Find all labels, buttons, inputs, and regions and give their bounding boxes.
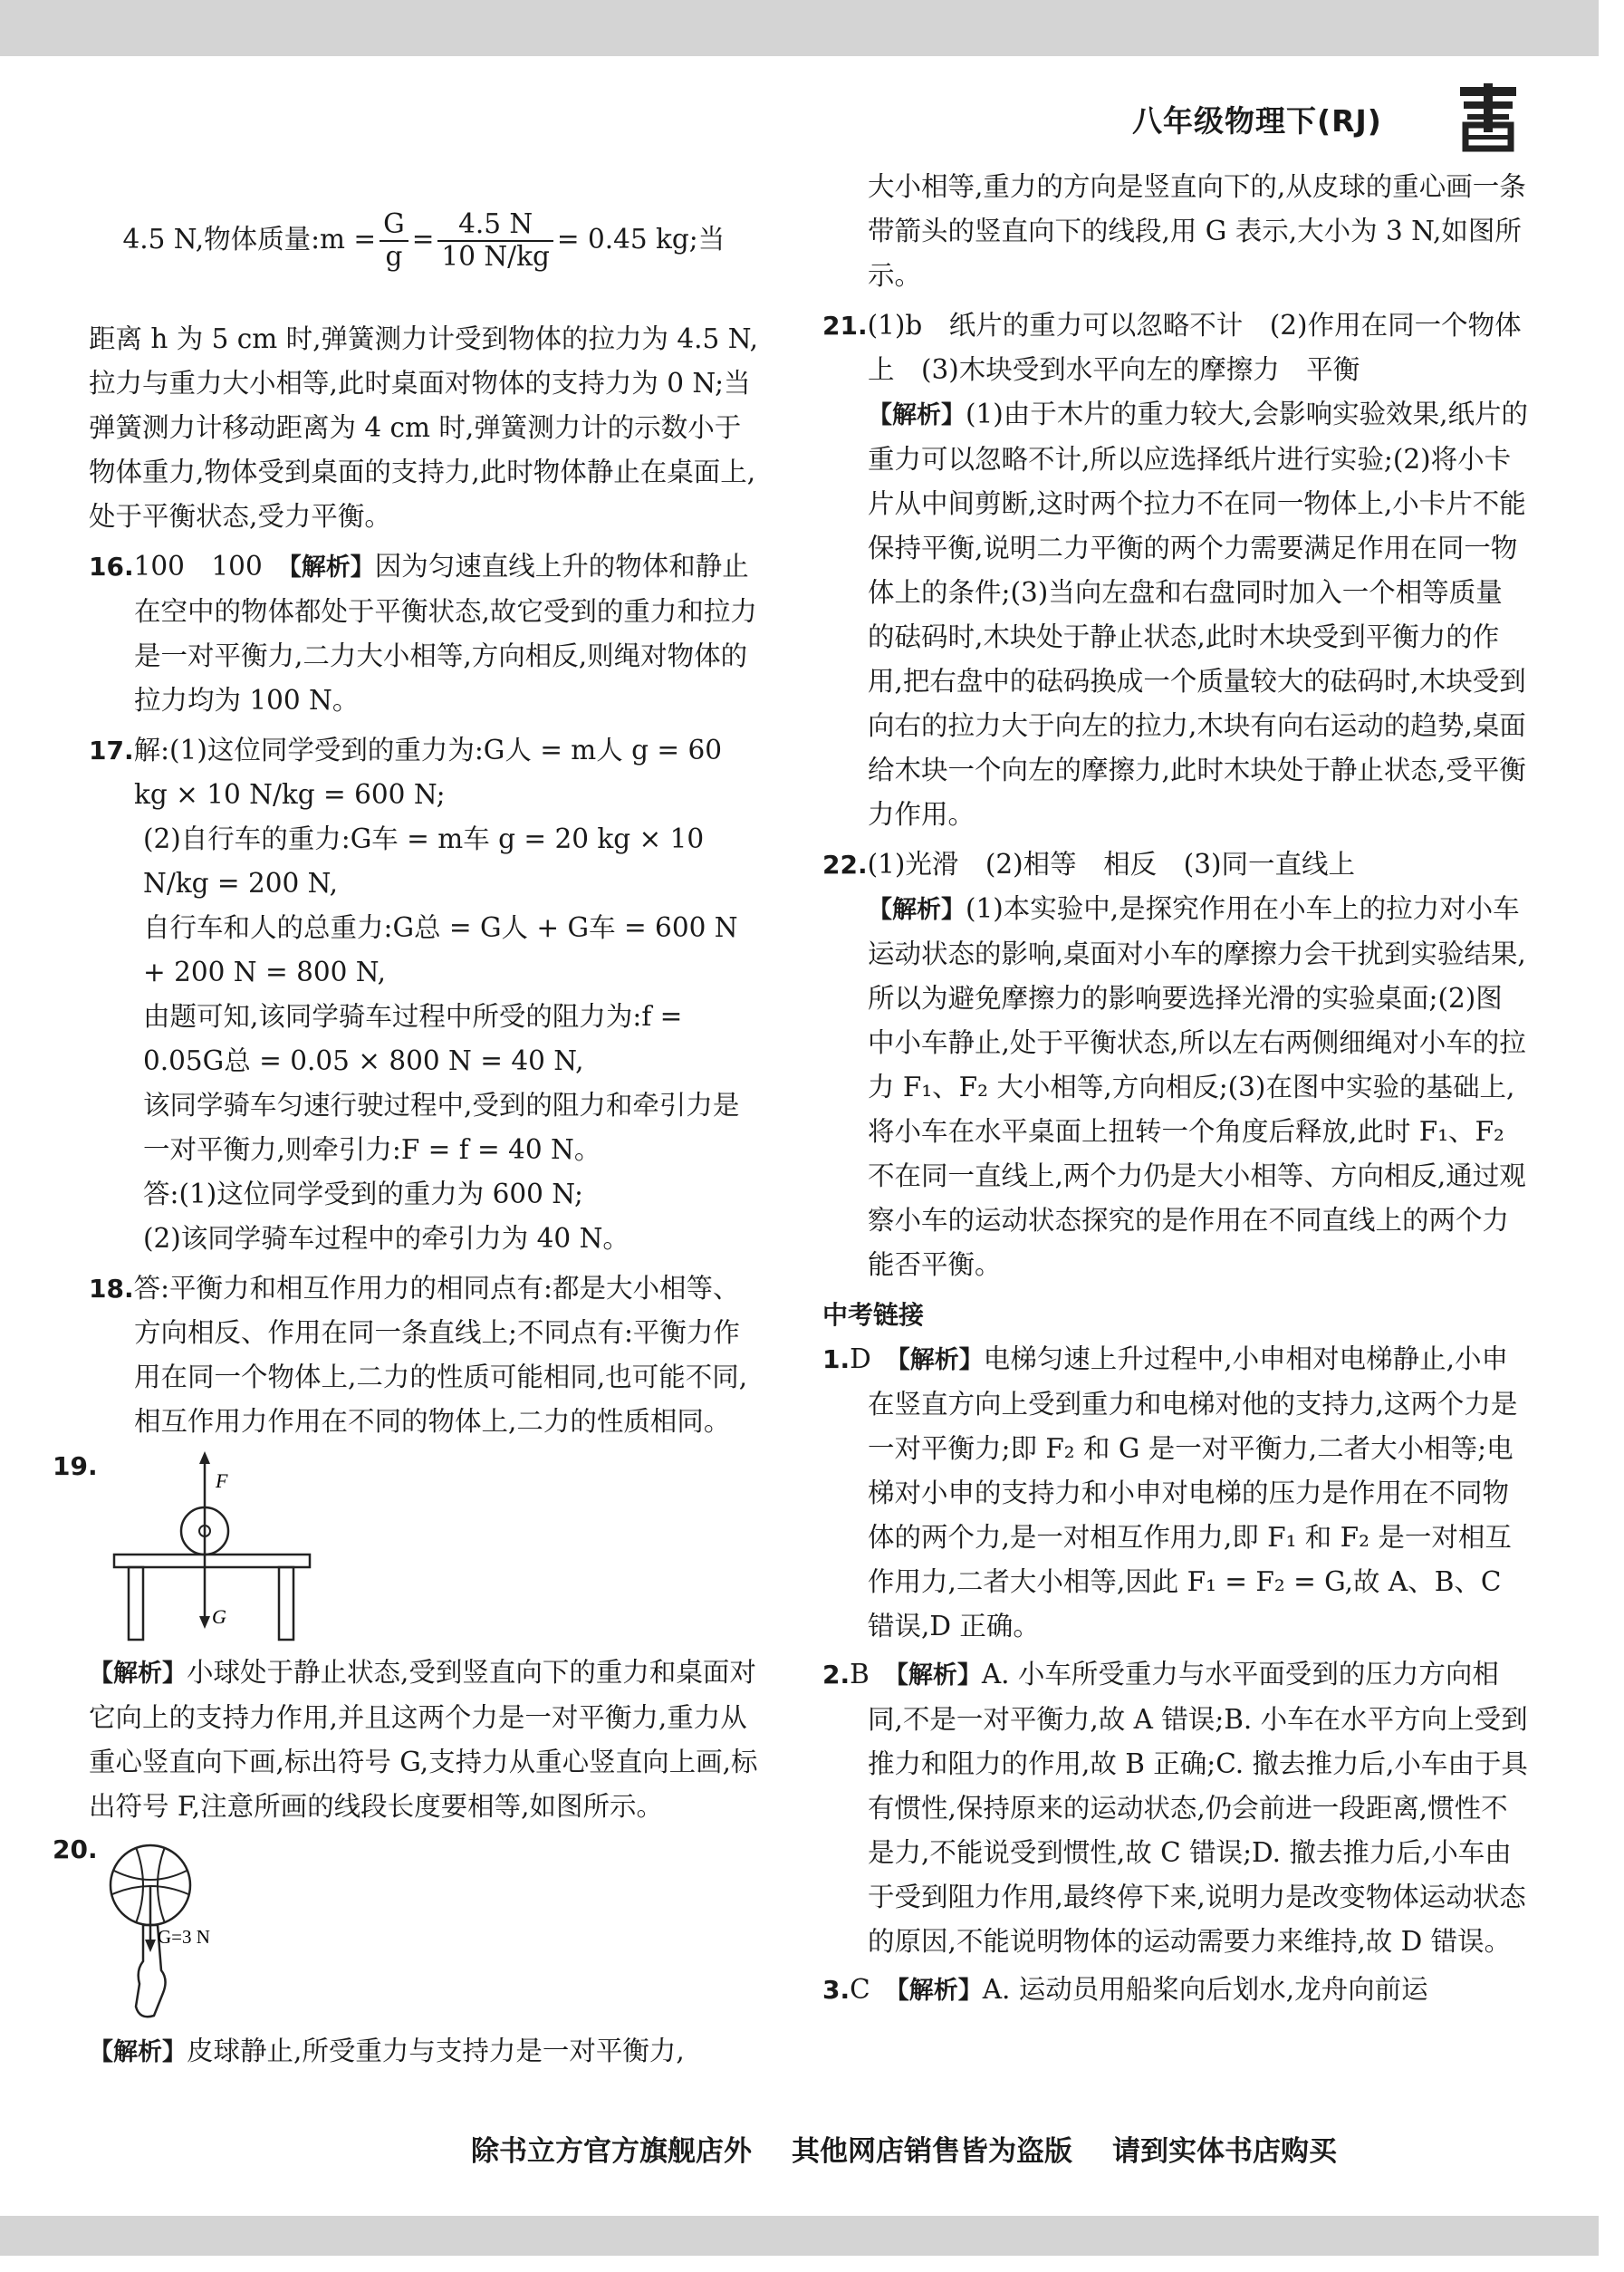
q22-analysis	[822, 887, 1529, 1287]
top-gray-band	[0, 0, 1599, 56]
zk1-analysis: 电梯匀速上升过程中,小申相对电梯静止,小申在竖直方向上受到重力和电梯对他的支持力,这两个力是一对平衡力;即 F₂ 和 G 是一对平衡力,二者大小相等;电梯对小申的支持力和小申对电梯的压力是作用在不同物体的两个力,是一对相互作用力,即 F₁ 和 F₂ 是一对相互作用力,二者大小相等,因此 F₁ = F₂ = G,故 A、B、C 错误,D 正确。	[868, 1343, 1518, 1641]
q21-analysis	[822, 392, 1529, 837]
zk1-number: 1.	[822, 1344, 850, 1374]
q22-item	[822, 842, 1529, 887]
q16-analysis-tag: 【解析】	[289, 553, 375, 582]
book-logo-icon	[1456, 83, 1520, 152]
zk2-answer: B	[850, 1659, 870, 1690]
zk2-number: 2.	[822, 1660, 850, 1690]
q19-item	[53, 1450, 764, 1651]
zk3-analysis: A. 运动员用船桨向后划水,龙舟向前运	[982, 1974, 1428, 2005]
q17-number: 17.	[89, 735, 134, 765]
q15-text: 距离 h 为 5 cm 时,弹簧测力计受到物体的拉力为 4.5 N,拉力与重力大小相等,此时桌面对物体的支持力为 0 N;当弹簧测力计移动距离为 4 cm 时,弹簧测力计的示数小于物体重力,物体受到桌面的支持力,此时物体静止在桌面上,处于平衡状态,受力平衡。	[89, 323, 758, 532]
q17-item	[89, 728, 764, 817]
q20-analysis-tag: 【解析】	[89, 2037, 187, 2066]
q21-analysis-text: (1)由于木片的重力较大,会影响实验效果,纸片的重力可以忽略不计,所以应选择纸片进行实验;(2)将小卡片从中间剪断,这时两个拉力不在同一物体上,小卡片不能保持平衡,说明二力平衡的两个力需要满足作用在同一物体上的条件;(3)当向左盘和右盘同时加入一个相等质量的砝码时,木块处于静止状态,此时木块受到平衡力的作用,把右盘中的砝码换成一个质量较大的砝码时,木块受到向右的拉力大于向左的拉力,木块有向右运动的趋势,桌面给木块一个向左的摩擦力,此时木块处于静止状态,受平衡力作用。	[868, 399, 1529, 830]
fraction-G-over-g	[380, 209, 408, 273]
q19-analysis	[89, 1651, 764, 1829]
q18-item	[89, 1266, 764, 1444]
footer-part1: 除书立方官方旗舰店外	[471, 2135, 752, 2168]
zk1-item	[822, 1337, 1529, 1649]
zk3-analysis-tag: 【解析】	[897, 1977, 983, 2005]
force-F-label: F	[216, 1468, 228, 1492]
anti-piracy-footer	[471, 2128, 1377, 2169]
q16-item	[89, 544, 764, 723]
zk3-item	[822, 1968, 1529, 2013]
left-column	[53, 165, 764, 2075]
q22-number: 22.	[822, 850, 868, 880]
q20-number: 20.	[53, 1834, 98, 1864]
q20-analysis-text: 皮球静止,所受重力与支持力是一对平衡力,	[187, 2035, 685, 2066]
q17-line5: 该同学骑车匀速行驶过程中,受到的阻力和牵引力是一对平衡力,则牵引力:F = f = 40 N。	[143, 1089, 740, 1165]
q21-analysis-tag: 【解析】	[868, 401, 966, 429]
q19-analysis-tag: 【解析】	[89, 1659, 187, 1688]
q17-line1: 解:(1)这位同学受到的重力为:G人 = m人 g = 60 kg × 10 N/kg = 600 N;	[133, 734, 731, 810]
q16-analysis: 因为匀速直线上升的物体和静止在空中的物体都处于平衡状态,故它受到的重力和拉力是一对平衡力,二力大小相等,方向相反,则绳对物体的拉力均为 100 N。	[134, 550, 757, 716]
right-column	[822, 165, 1529, 2013]
zk3-answer: C	[850, 1974, 870, 2005]
force-G-label: G	[212, 1604, 226, 1628]
frac-numerator: G	[380, 209, 408, 242]
footer-part3: 请到实体书店购买	[1112, 2135, 1337, 2168]
q20-analysis	[89, 2029, 764, 2075]
q18-text: 答:平衡力和相互作用力的相同点有:都是大小相等、方向相反、作用在同一条直线上;不同点有:平衡力作用在同一个物体上,二力的性质可能相同,也可能不同,相互作用力作用在不同的物体上,二力的性质相同。	[133, 1272, 748, 1437]
q20-item	[53, 1834, 764, 2029]
zk1-answer: D	[850, 1343, 871, 1374]
zk2-analysis: A. 小车所受重力与水平面受到的压力方向相同,不是一对平衡力,故 A 错误;B. 小车在水平方向上受到推力和阻力的作用,故 B 正确;C. 撤去推力后,小车由于具有惯性,保持原来的运动状态,仍会前进一段距离,惯性不是力,不能说受到惯性,故 C 错误;D. 撤去推力后,小车由于受到阻力作用,最终停下来,说明力是改变物体运动状态的原因,不能说明物体的运动需要力来维持,故 D 错误。	[868, 1659, 1528, 1957]
q18-number: 18.	[89, 1273, 134, 1304]
q17-line3: 自行车和人的总重力:G总 = G人 + G车 = 600 N + 200 N = 800 N,	[143, 911, 746, 987]
q22-answer: (1)光滑 (2)相等 相反 (3)同一直线上	[867, 849, 1355, 880]
page-header-title: 八年级物理下(RJ)	[1132, 103, 1382, 139]
q21-item	[822, 303, 1529, 392]
q17-line7: (2)该同学骑车过程中的牵引力为 40 N。	[143, 1222, 629, 1254]
q20-continuation: 大小相等,重力的方向是竖直向下的,从皮球的重心画一条带箭头的竖直向下的线段,用 G 表示,大小为 3 N,如图所示。	[868, 171, 1526, 291]
q15-mass-result: = 0.45 kg;当	[556, 223, 726, 255]
q16-number: 16.	[89, 551, 134, 582]
q19-analysis-text: 小球处于静止状态,受到竖直向下的重力和桌面对它向上的支持力作用,并且这两个力是一对平衡力,重力从重心竖直向下画,标出符号 G,支持力从重心竖直向上画,标出符号 F,注意所画的线段长度要相等,如图所示。	[89, 1656, 758, 1822]
q16-answer: 100 100	[133, 550, 263, 582]
zk3-number: 3.	[822, 1975, 850, 2005]
zk2-analysis-tag: 【解析】	[896, 1661, 982, 1690]
q15-continuation	[89, 165, 764, 317]
zk2-item	[822, 1652, 1529, 1964]
zk1-analysis-tag: 【解析】	[898, 1346, 984, 1374]
q22-analysis-tag: 【解析】	[868, 896, 966, 924]
frac-denominator: 10 N/kg	[441, 240, 550, 272]
ball-on-finger-diagram	[100, 1834, 281, 2029]
weight-label: G=3 N	[158, 1925, 210, 1948]
q21-number: 21.	[822, 311, 868, 341]
frac-denominator: g	[385, 240, 403, 272]
equals-sign: =	[411, 223, 435, 255]
q17-line6: 答:(1)这位同学受到的重力为 600 N;	[143, 1178, 583, 1209]
q19-number: 19.	[53, 1450, 98, 1481]
section-title-zhongkao: 中考链接	[822, 1300, 925, 1330]
q21-answer: (1)b 纸片的重力可以忽略不计 (2)作用在同一个物体上 (3)木块受到水平向左的摩擦力 平衡	[867, 310, 1522, 385]
footer-part2: 其他网店销售皆为盗版	[792, 2135, 1072, 2168]
q17-line4: 由题可知,该同学骑车过程中所受的阻力为:f = 0.05G总 = 0.05 × 800 N = 40 N,	[143, 1000, 691, 1076]
ball-on-table-force-diagram	[98, 1451, 370, 1651]
q17-line2: (2)自行车的重力:G车 = m车 g = 20 kg × 10 N/kg = 200 N,	[143, 823, 713, 899]
fraction-4.5N-over-10Nkg	[437, 209, 553, 273]
q15-mass-lead: 4.5 N,物体质量:m =	[122, 223, 377, 255]
q22-analysis-text: (1)本实验中,是探究作用在小车上的拉力对小车运动状态的影响,桌面对小车的摩擦力会干扰到实验结果,所以为避免摩擦力的影响要选择光滑的实验桌面;(2)图中小车静止,处于平衡状态,所以左右两侧细绳对小车的拉力 F₁、F₂ 大小相等,方向相反;(3)在图中实验的基础上,将小车在水平桌面上扭转一个角度后释放,此时 F₁、F₂ 不在同一直线上,两个力仍是大小相等、方向相反,通过观察小车的运动状态探究的是作用在不同直线上的两个力能否平衡。	[868, 893, 1526, 1280]
frac-numerator: 4.5 N	[437, 209, 553, 242]
bottom-gray-band	[0, 2216, 1599, 2256]
